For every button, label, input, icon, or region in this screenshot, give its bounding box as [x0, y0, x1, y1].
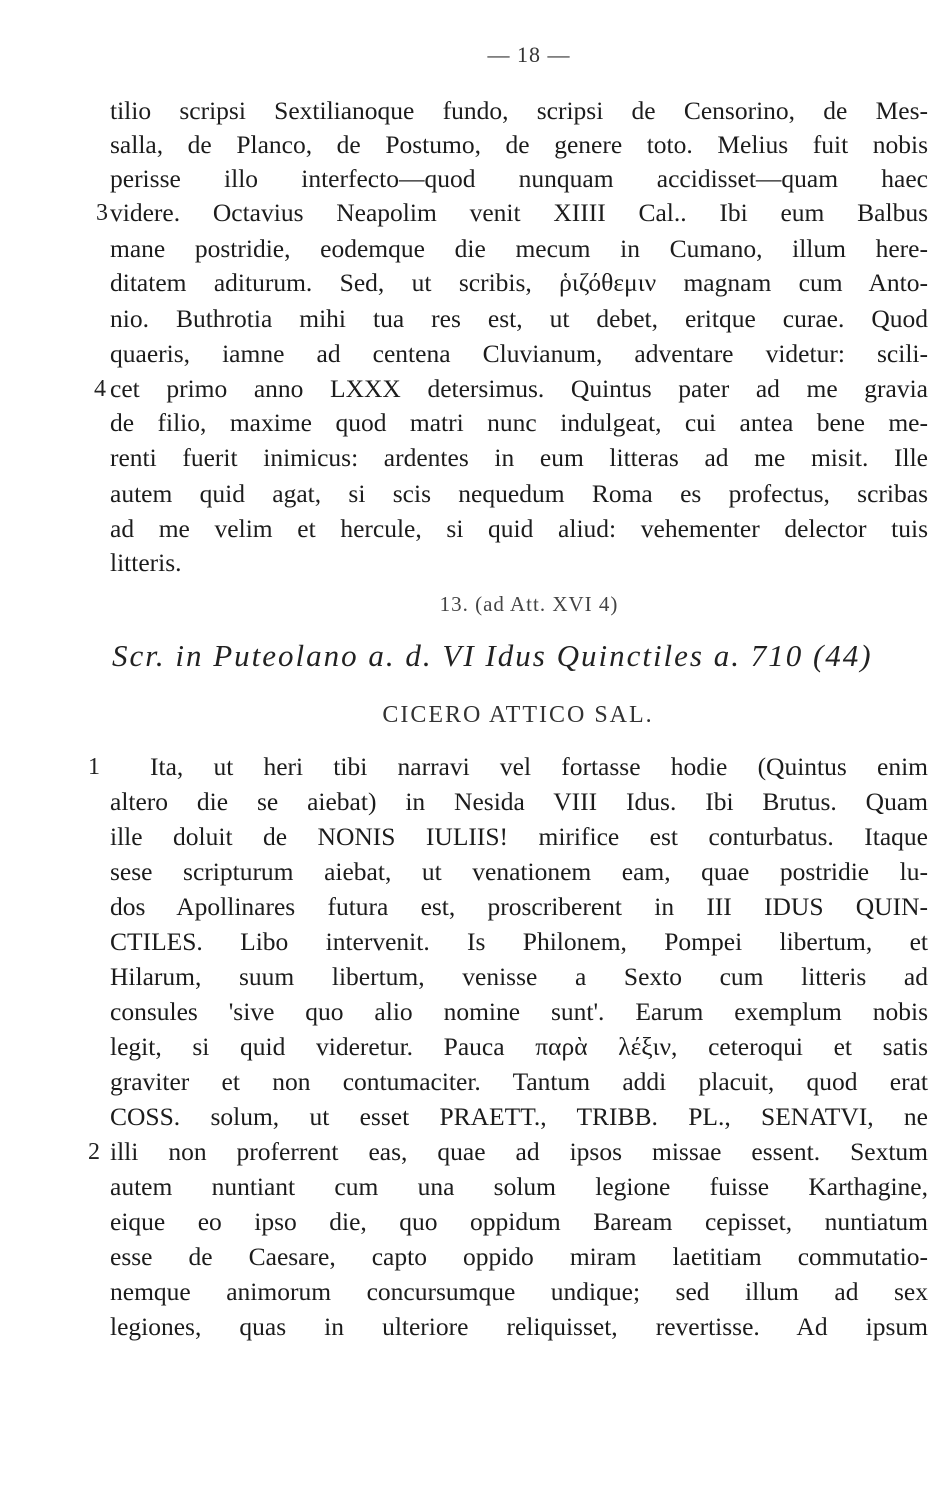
text-line: eique eo ipso die, quo oppidum Baream cepisset, nuntiatum	[110, 1207, 928, 1236]
text-line: graviter et non contumaciter. Tantum addi placuit, quod erat	[110, 1067, 928, 1096]
text-line: autem nuntiant cum una solum legione fuisse Karthagine,	[110, 1172, 928, 1201]
text-line: esse de Caesare, capto oppido miram laetitiam commutatio-	[110, 1242, 928, 1271]
section-marker: 4	[94, 376, 106, 402]
section-marker: 1	[88, 754, 100, 780]
text-line: litteris.	[110, 548, 182, 577]
text-line: Ita, ut heri tibi narravi vel fortasse hodie (Quintus enim	[150, 752, 928, 781]
section-marker: 3	[96, 200, 108, 226]
text-line: mane postridie, eodemque die mecum in Cumano, illum here-	[110, 234, 928, 263]
text-line: de filio, maxime quod matri nunc indulgeat, cui antea bene me-	[110, 408, 928, 437]
text-line: tilio scripsi Sextilianoque fundo, scripsi de Censorino, de Mes-	[110, 96, 928, 125]
letter-salutation: CICERO ATTICO SAL.	[382, 702, 654, 728]
text-line: renti fuerit inimicus: ardentes in eum litteras ad me misit. Ille	[110, 443, 928, 472]
letter-reference: 13. (ad Att. XVI 4)	[439, 592, 619, 616]
text-line: dos Apollinares futura est, proscriberent in III IDUS QUIN-	[110, 892, 928, 921]
text-line: legit, si quid videretur. Pauca παρὰ λέξιν, ceteroqui et satis	[110, 1032, 928, 1061]
text-line: CTILES. Libo intervenit. Is Philonem, Pompei libertum, et	[110, 927, 928, 956]
text-line: Hilarum, suum libertum, venisse a Sexto cum litteris ad	[110, 962, 928, 991]
text-line: autem quid agat, si scis nequedum Roma es profectus, scribas	[110, 479, 928, 508]
text-line: ditatem aditurum. Sed, ut scribis, ῥιζόθεμιν magnam cum Anto-	[110, 268, 928, 297]
text-line: nemque animorum concursumque undique; sed illum ad sex	[110, 1277, 928, 1306]
text-line: COSS. solum, ut esset PRAETT., TRIBB. PL., SENATVI, ne	[110, 1102, 928, 1131]
letter-place-date: Scr. in Puteolano a. d. VI Idus Quinctiles a. 710 (44)	[112, 638, 873, 673]
page-number: — 18 —	[487, 42, 571, 67]
text-line: cet primo anno LXXX detersimus. Quintus pater ad me gravia	[110, 374, 928, 403]
text-line: sese scripturum aiebat, ut venationem eam, quae postridie lu-	[110, 857, 928, 886]
text-line: ille doluit de NONIS IULIIS! mirifice est conturbatus. Itaque	[110, 822, 928, 851]
text-line: salla, de Planco, de Postumo, de genere toto. Melius fuit nobis	[110, 130, 928, 159]
text-line: illi non proferrent eas, quae ad ipsos missae essent. Sextum	[110, 1137, 928, 1166]
text-line: legiones, quas in ulteriore reliquisset, revertisse. Ad ipsum	[110, 1312, 928, 1341]
text-line: nio. Buthrotia mihi tua res est, ut debet, eritque curae. Quod	[110, 304, 928, 333]
text-line: ad me velim et hercule, si quid aliud: vehementer delector tuis	[110, 514, 928, 543]
text-line: quaeris, iamne ad centena Cluvianum, adventare videtur: scili-	[110, 339, 928, 368]
text-line: perisse illo interfecto—quod nunquam accidisset—quam haec	[110, 164, 928, 193]
text-line: altero die se aiebat) in Nesida VIII Idus. Ibi Brutus. Quam	[110, 787, 928, 816]
section-marker: 2	[88, 1139, 100, 1165]
text-line: consules 'sive quo alio nomine sunt'. Earum exemplum nobis	[110, 997, 928, 1026]
text-line: videre. Octavius Neapolim venit XIIII Cal.. Ibi eum Balbus	[110, 198, 928, 227]
